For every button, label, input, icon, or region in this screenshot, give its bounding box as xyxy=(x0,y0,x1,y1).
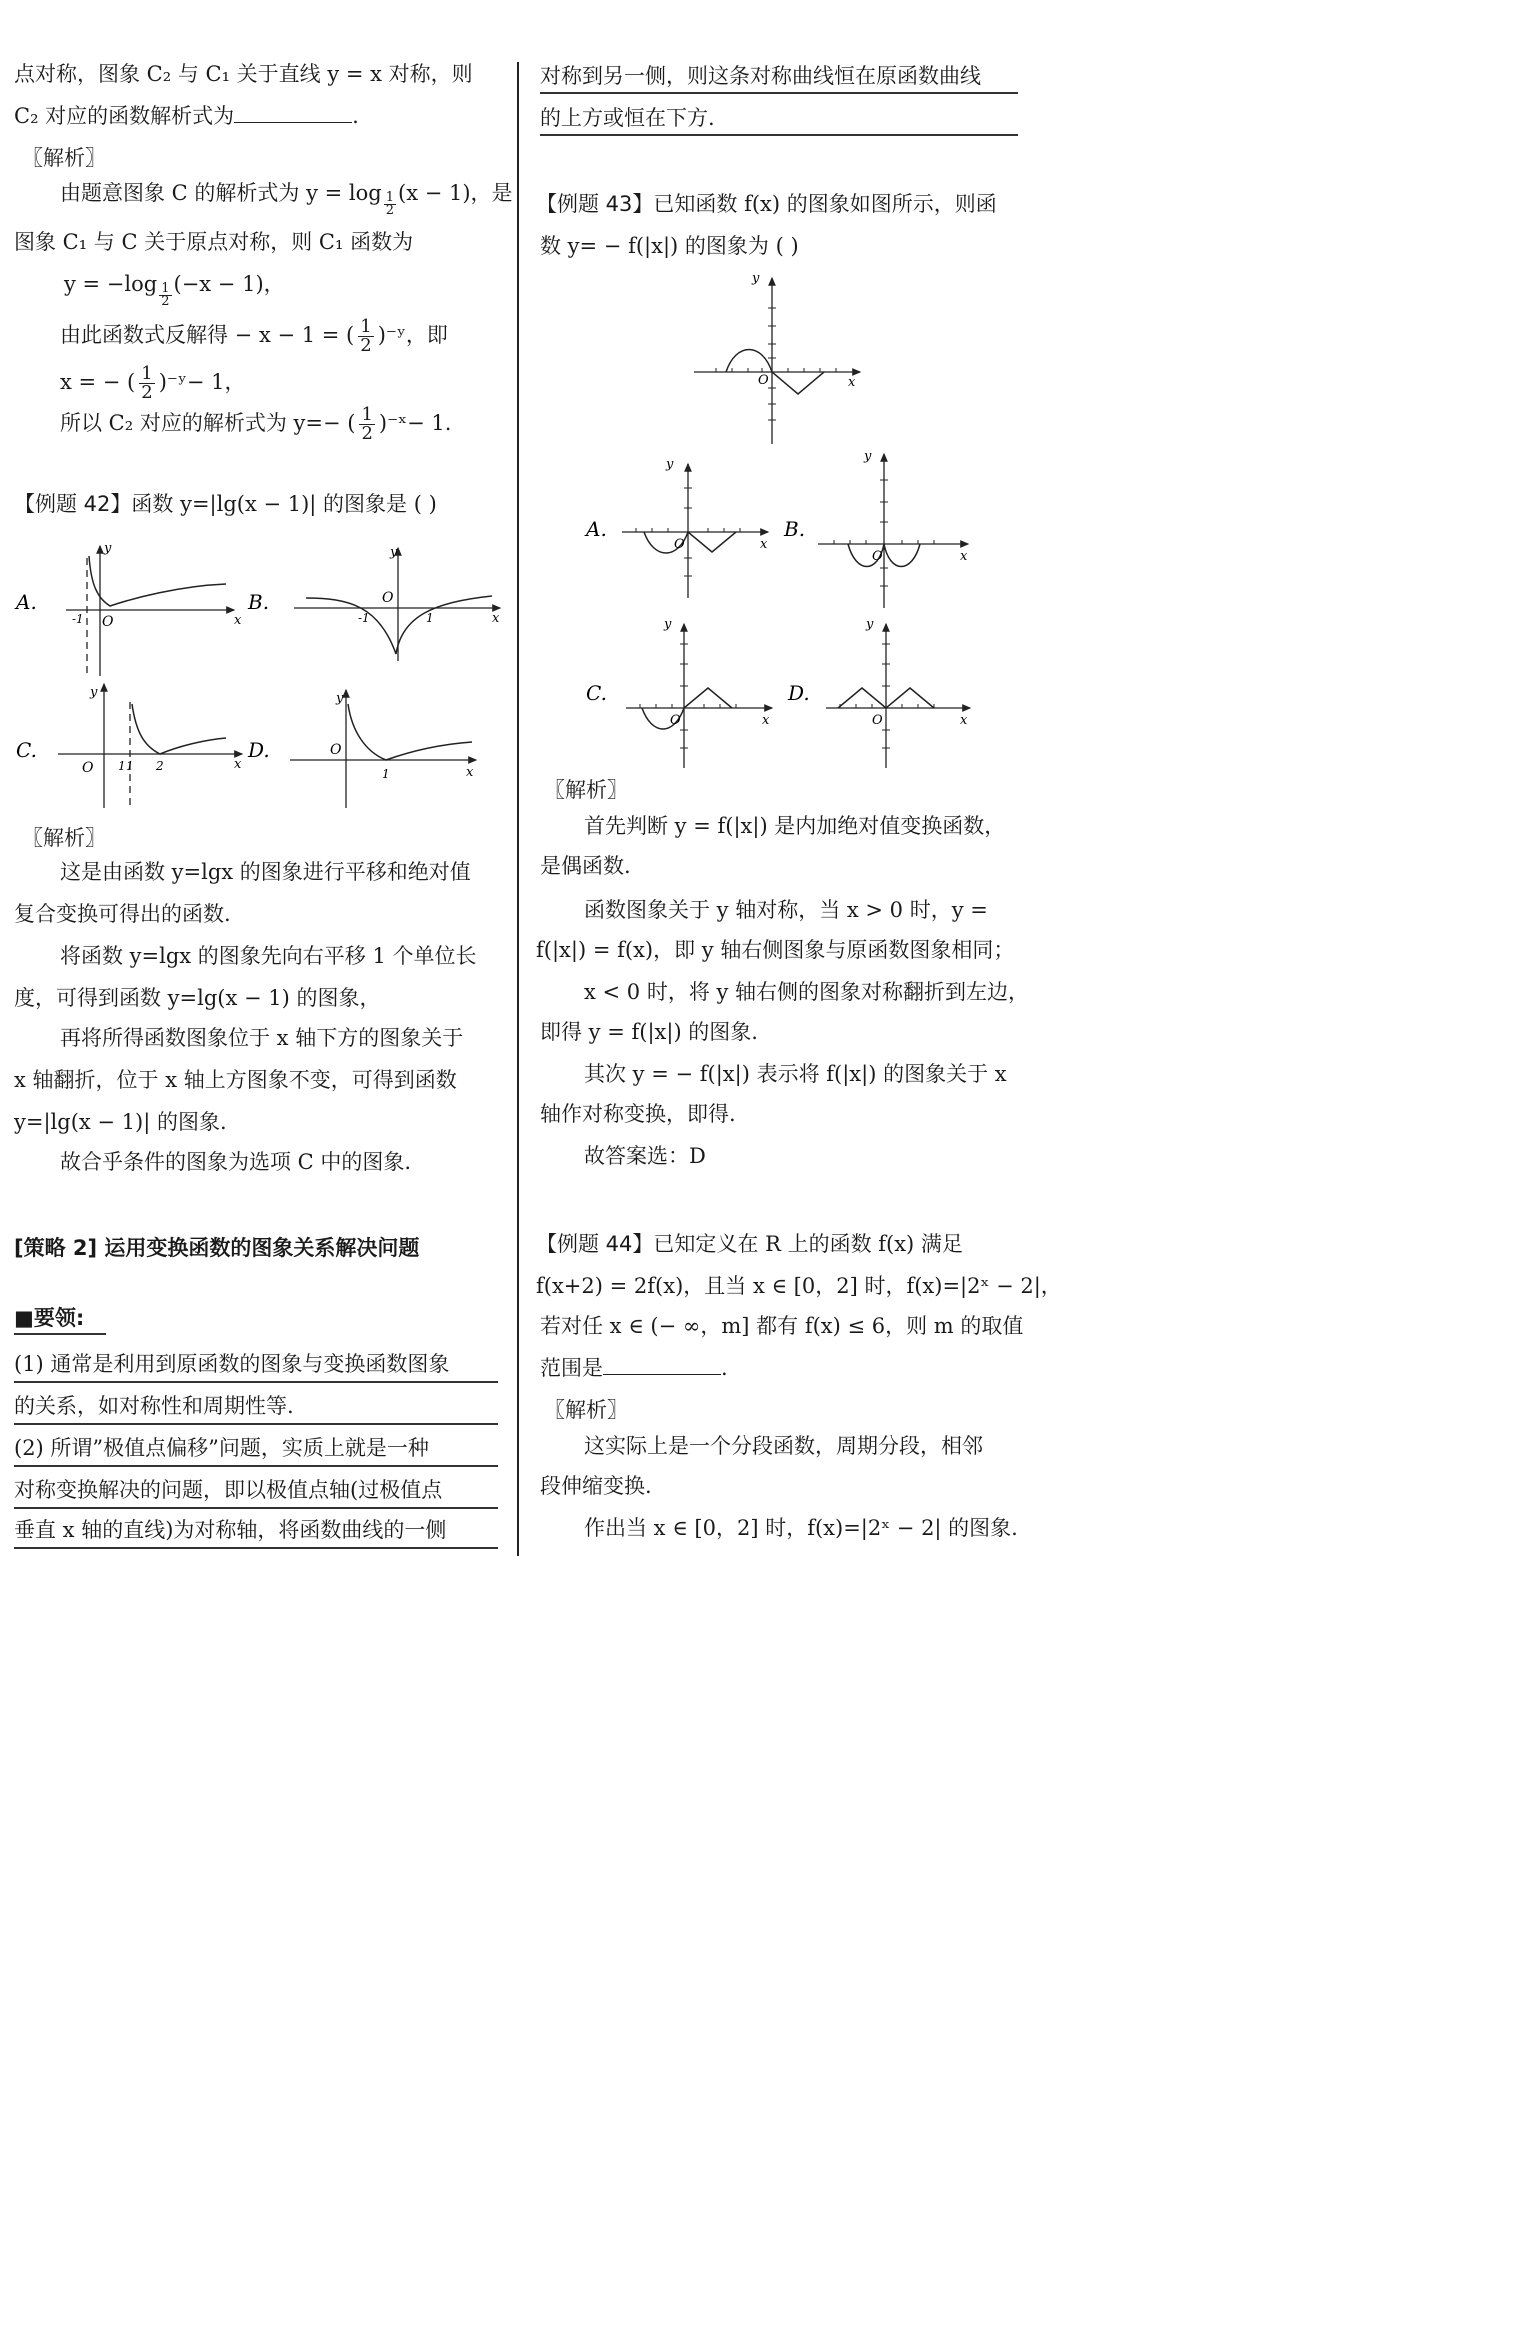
text-line xyxy=(14,104,359,128)
underline xyxy=(540,134,1018,136)
numerator: 1 xyxy=(360,316,372,337)
axis-label: y xyxy=(90,685,98,700)
text-segment: 范围是 xyxy=(540,1356,603,1380)
column-divider xyxy=(517,62,519,1556)
text-line: x < 0 时，将 y 轴右侧的图象对称翻折到左边， xyxy=(584,980,1030,1004)
text-segment: C₂ 对应的函数解析式为 xyxy=(14,104,235,128)
axis-label: x xyxy=(234,757,242,772)
text-segment: . xyxy=(352,104,359,128)
curve xyxy=(132,704,226,754)
axis-label: y xyxy=(866,617,874,632)
numerator: 1 xyxy=(385,190,394,205)
curve xyxy=(348,704,472,760)
text-line xyxy=(60,181,513,217)
ex43-graphs xyxy=(536,268,1020,768)
graph-d xyxy=(826,617,970,768)
text-line: 函数图象关于 y 轴对称，当 x > 0 时，y = xyxy=(584,898,988,922)
strategy-heading: [策略 2] 运用变换函数的图象关系解决问题 xyxy=(14,1236,420,1260)
text-segment: 所以 C₂ 对应的解析式为 y=− ( xyxy=(60,411,356,435)
denominator: 2 xyxy=(360,335,372,356)
text-segment: . xyxy=(721,1356,728,1380)
axis-label: x xyxy=(960,549,968,564)
text-line: 是偶函数. xyxy=(540,854,631,878)
option-label: A. xyxy=(16,590,37,614)
tick-label: -1 xyxy=(358,611,370,625)
graph-b xyxy=(294,545,500,661)
graph-b xyxy=(818,449,968,608)
jiexi-heading: 〖解析〗 xyxy=(544,778,628,802)
underline xyxy=(14,1381,498,1383)
key-line: (1) 通常是利用到原函数的图象与变换函数图象 xyxy=(14,1352,450,1376)
graph-d xyxy=(290,690,476,808)
text-line: 复合变换可得出的函数. xyxy=(14,902,231,926)
example-text: 函数 y=|lg(x − 1)| 的图象是 ( ) xyxy=(131,492,437,516)
denominator: 2 xyxy=(385,203,394,218)
key-line: 的关系，如对称性和周期性等. xyxy=(14,1394,294,1418)
underline xyxy=(540,92,1018,94)
denominator: 2 xyxy=(141,382,153,403)
underline xyxy=(14,1465,498,1467)
jiexi-heading: 〖解析〗 xyxy=(544,1398,628,1422)
origin-label: O xyxy=(102,614,114,630)
example-text: 若对任 x ∈ (− ∞，m] 都有 f(x) ≤ 6，则 m 的取值 xyxy=(540,1314,1024,1338)
example-42 xyxy=(14,492,437,516)
axis-label: x xyxy=(960,713,968,728)
text-line: 再将所得函数图象位于 x 轴下方的图象关于 xyxy=(60,1026,464,1050)
text-line: 图象 C₁ 与 C 关于原点对称，则 C₁ 函数为 xyxy=(14,230,414,254)
origin-label: O xyxy=(758,373,769,388)
example-text xyxy=(540,1356,728,1380)
origin-label: O xyxy=(674,537,685,552)
axis-label: y xyxy=(752,271,760,286)
underline xyxy=(14,1507,498,1509)
axis-label: x xyxy=(848,375,856,390)
example-44 xyxy=(536,1232,963,1256)
text-segment: )⁻ˣ− 1. xyxy=(378,411,452,435)
origin-label: O xyxy=(330,742,342,758)
example-43 xyxy=(536,192,997,216)
text-line xyxy=(60,365,246,402)
tick-label: 1 xyxy=(118,759,126,773)
text-line xyxy=(60,406,451,443)
numerator: 1 xyxy=(141,363,153,384)
origin-label: O xyxy=(670,713,681,728)
numerator: 1 xyxy=(361,404,373,425)
axis-label: y xyxy=(864,449,872,464)
option-label: D. xyxy=(788,681,810,705)
example-tag: 【例题 43】 xyxy=(536,192,654,216)
jiexi-heading: 〖解析〗 xyxy=(22,146,106,170)
key-line: 对称到另一侧，则这条对称曲线恒在原函数曲线 xyxy=(540,64,981,88)
option-label: D. xyxy=(248,738,270,762)
example-text: f(x+2) = 2f(x)，且当 x ∈ [0，2] 时，f(x)=|2ˣ − 2|， xyxy=(536,1274,1062,1298)
axis-label: x xyxy=(762,713,770,728)
text-line: y=|lg(x − 1)| 的图象. xyxy=(14,1110,227,1134)
text-segment: (x − 1)，是 xyxy=(398,181,513,205)
text-segment: x = − ( xyxy=(60,370,136,394)
curve xyxy=(644,532,736,553)
text-segment: y = −log xyxy=(64,272,158,296)
ticks xyxy=(716,308,836,420)
key-points-heading: ■要领: xyxy=(14,1306,85,1330)
text-line: 将函数 y=lgx 的图象先向右平移 1 个单位长 xyxy=(60,944,477,968)
origin-label: O xyxy=(872,713,883,728)
key-line: 的上方或恒在下方. xyxy=(540,106,715,130)
curve xyxy=(89,556,226,606)
tick-label: 1 xyxy=(382,767,390,781)
key-line: 垂直 x 轴的直线)为对称轴，将函数曲线的一侧 xyxy=(14,1518,447,1542)
origin-label: O xyxy=(82,760,94,776)
axis-label: x xyxy=(466,765,474,780)
denominator: 2 xyxy=(361,423,373,444)
example-text: 已知函数 f(x) 的图象如图所示，则函 xyxy=(653,192,997,216)
example-tag: 【例题 44】 xyxy=(536,1232,654,1256)
graph-original xyxy=(694,271,860,444)
graph-c xyxy=(626,617,772,768)
text-line xyxy=(60,318,448,355)
text-segment: (−x − 1)， xyxy=(173,272,285,296)
text-segment: 由此函数式反解得 − x − 1 = ( xyxy=(60,323,355,347)
key-line: 对称变换解决的问题，即以极值点轴(过极值点 xyxy=(14,1478,443,1502)
denominator: 2 xyxy=(161,294,170,309)
text-line: 即得 y = f(|x|) 的图象. xyxy=(540,1020,758,1044)
tick-label: 2 xyxy=(156,759,164,773)
text-line: 度，可得到函数 y=lg(x − 1) 的图象， xyxy=(14,986,381,1010)
jiexi-heading: 〖解析〗 xyxy=(22,826,106,850)
origin-label: O xyxy=(382,590,394,606)
axis-label: y xyxy=(666,457,674,472)
text-line: 作出当 x ∈ [0，2] 时，f(x)=|2ˣ − 2| 的图象. xyxy=(584,1516,1018,1540)
numerator: 1 xyxy=(161,281,170,296)
text-line: 轴作对称变换，即得. xyxy=(540,1102,736,1126)
graph-a xyxy=(66,541,242,676)
text-segment: )⁻ʸ，即 xyxy=(377,323,448,347)
underline xyxy=(14,1333,106,1335)
text-line: 其次 y = − f(|x|) 表示将 f(|x|) 的图象关于 x xyxy=(584,1062,1007,1086)
text-line xyxy=(64,272,285,308)
fraction xyxy=(159,283,171,308)
underline xyxy=(14,1423,498,1425)
example-tag: 【例题 42】 xyxy=(14,492,132,516)
fraction xyxy=(358,318,373,355)
option-label: B. xyxy=(248,590,270,614)
example-text: 数 y= − f(|x|) 的图象为 ( ) xyxy=(540,234,799,258)
graph-a xyxy=(622,457,768,598)
answer-blank xyxy=(603,1356,721,1375)
curve xyxy=(306,596,492,654)
underline xyxy=(14,1547,498,1549)
text-line: f(|x|) = f(x)，即 y 轴右侧图象与原函数图象相同； xyxy=(536,938,1015,962)
option-label: A. xyxy=(586,517,607,541)
ex42-graphs xyxy=(14,536,504,826)
text-line: 点对称，图象 C₂ 与 C₁ 关于直线 y = x 对称，则 xyxy=(14,62,473,86)
text-line: 故合乎条件的图象为选项 C 中的图象. xyxy=(60,1150,412,1174)
tick-label: -1 xyxy=(72,612,84,626)
axis-label: y xyxy=(336,691,344,706)
text-segment: )⁻ʸ− 1， xyxy=(158,370,246,394)
text-segment: 由题意图象 C 的解析式为 y = log xyxy=(60,181,382,205)
tick-label: 1 xyxy=(126,759,134,773)
origin-label: O xyxy=(872,549,883,564)
key-line: (2) 所谓”极值点偏移”问题，实质上就是一种 xyxy=(14,1436,429,1460)
text-line: 这是由函数 y=lgx 的图象进行平移和绝对值 xyxy=(60,860,471,884)
axis-label: y xyxy=(390,545,398,560)
option-label: B. xyxy=(784,517,806,541)
axis-label: y xyxy=(104,541,112,556)
answer-blank xyxy=(234,104,352,123)
graph-c xyxy=(58,684,242,808)
axis-label: x xyxy=(234,613,242,628)
option-label: C. xyxy=(586,681,607,705)
option-label: C. xyxy=(16,738,37,762)
fraction xyxy=(359,406,374,443)
text-line: 首先判断 y = f(|x|) 是内加绝对值变换函数， xyxy=(584,814,1006,838)
axis-label: x xyxy=(760,537,768,552)
axis-label: y xyxy=(664,617,672,632)
tick-label: 1 xyxy=(426,611,434,625)
fraction xyxy=(384,192,396,217)
example-text: 已知定义在 R 上的函数 f(x) 满足 xyxy=(653,1232,963,1256)
fraction xyxy=(139,365,154,402)
text-line: 段伸缩变换. xyxy=(540,1474,652,1498)
text-line: 这实际上是一个分段函数，周期分段，相邻 xyxy=(584,1434,983,1458)
text-line: x 轴翻折，位于 x 轴上方图象不变，可得到函数 xyxy=(14,1068,457,1092)
answer-line: 故答案选：D xyxy=(584,1144,706,1168)
axis-label: x xyxy=(492,611,500,626)
